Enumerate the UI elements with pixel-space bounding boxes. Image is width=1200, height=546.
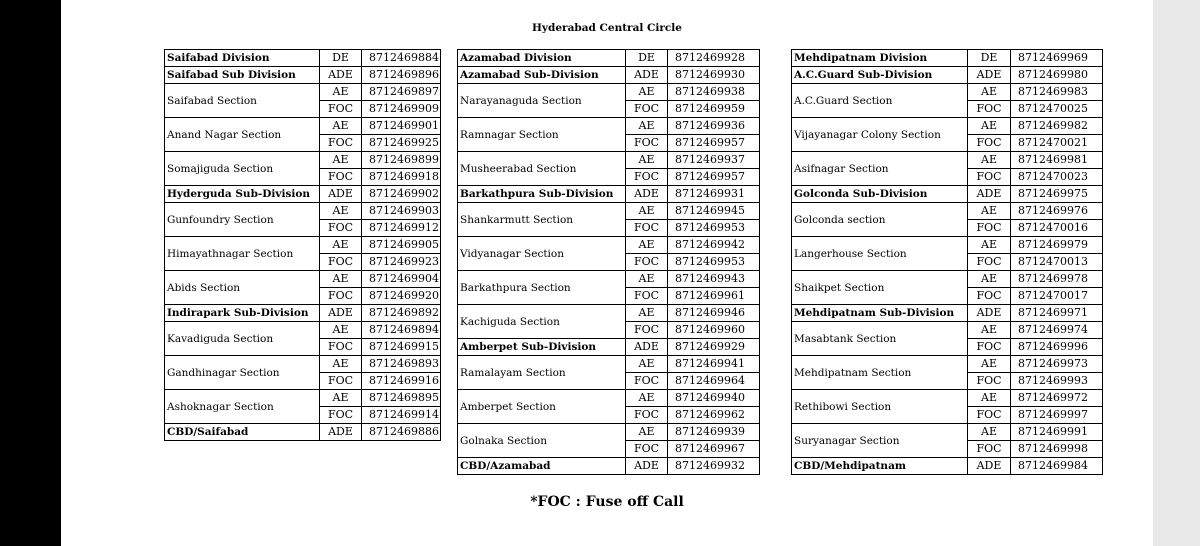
table-row bbox=[458, 390, 760, 407]
phone-number: 8712469931 bbox=[668, 186, 760, 203]
section-name: Narayanaguda Section bbox=[458, 84, 626, 118]
section-name: Asifnagar Section bbox=[792, 152, 968, 186]
table-row bbox=[458, 305, 760, 322]
table-row bbox=[165, 203, 441, 220]
table-row bbox=[165, 50, 441, 67]
designation: AE bbox=[320, 152, 362, 169]
designation: ADE bbox=[626, 186, 668, 203]
office-name: Saifabad Sub Division bbox=[165, 67, 320, 84]
table-row bbox=[792, 305, 1103, 322]
designation: ADE bbox=[320, 305, 362, 322]
phone-number: 8712469936 bbox=[668, 118, 760, 135]
table-row bbox=[165, 390, 441, 407]
designation: ADE bbox=[626, 67, 668, 84]
right-margin bbox=[1153, 0, 1200, 546]
section-name: Suryanagar Section bbox=[792, 424, 968, 458]
table-row bbox=[165, 67, 441, 84]
phone-number: 8712469916 bbox=[362, 373, 441, 390]
designation: AE bbox=[626, 84, 668, 101]
phone-number: 8712469918 bbox=[362, 169, 441, 186]
phone-number: 8712469981 bbox=[1011, 152, 1103, 169]
table-row bbox=[792, 67, 1103, 84]
designation: ADE bbox=[626, 339, 668, 356]
table-row bbox=[165, 186, 441, 203]
phone-number: 8712470013 bbox=[1011, 254, 1103, 271]
phone-number: 8712469939 bbox=[668, 424, 760, 441]
section-name: Gandhinagar Section bbox=[165, 356, 320, 390]
phone-number: 8712469997 bbox=[1011, 407, 1103, 424]
phone-number: 8712469957 bbox=[668, 135, 760, 152]
phone-number: 8712469937 bbox=[668, 152, 760, 169]
table-row bbox=[458, 203, 760, 220]
designation: FOC bbox=[968, 288, 1011, 305]
designation: FOC bbox=[968, 407, 1011, 424]
phone-number: 8712469897 bbox=[362, 84, 441, 101]
saifabad-division-table bbox=[164, 49, 441, 441]
designation: FOC bbox=[320, 220, 362, 237]
designation: FOC bbox=[626, 220, 668, 237]
phone-number: 8712469938 bbox=[668, 84, 760, 101]
designation: FOC bbox=[968, 441, 1011, 458]
designation: ADE bbox=[320, 424, 362, 441]
section-name: Langerhouse Section bbox=[792, 237, 968, 271]
table-row bbox=[165, 305, 441, 322]
section-name: Mehdipatnam Section bbox=[792, 356, 968, 390]
section-name: Vidyanagar Section bbox=[458, 237, 626, 271]
phone-number: 8712469945 bbox=[668, 203, 760, 220]
phone-number: 8712469993 bbox=[1011, 373, 1103, 390]
section-name: Shaikpet Section bbox=[792, 271, 968, 305]
phone-number: 8712469896 bbox=[362, 67, 441, 84]
designation: FOC bbox=[626, 322, 668, 339]
phone-number: 8712469902 bbox=[362, 186, 441, 203]
section-name: Anand Nagar Section bbox=[165, 118, 320, 152]
phone-number: 8712469893 bbox=[362, 356, 441, 373]
phone-number: 8712469940 bbox=[668, 390, 760, 407]
designation: ADE bbox=[968, 67, 1011, 84]
designation: FOC bbox=[320, 339, 362, 356]
table-row bbox=[458, 237, 760, 254]
table-row bbox=[792, 237, 1103, 254]
designation: FOC bbox=[626, 254, 668, 271]
phone-number: 8712470016 bbox=[1011, 220, 1103, 237]
table-row bbox=[458, 424, 760, 441]
table-row bbox=[458, 67, 760, 84]
phone-number: 8712469969 bbox=[1011, 50, 1103, 67]
section-name: Shankarmutt Section bbox=[458, 203, 626, 237]
section-name: Amberpet Section bbox=[458, 390, 626, 424]
office-name: CBD/Mehdipatnam bbox=[792, 458, 968, 475]
designation: ADE bbox=[968, 458, 1011, 475]
designation: DE bbox=[320, 50, 362, 67]
designation: AE bbox=[968, 356, 1011, 373]
designation: AE bbox=[320, 237, 362, 254]
section-name: Ramnagar Section bbox=[458, 118, 626, 152]
designation: FOC bbox=[626, 288, 668, 305]
designation: FOC bbox=[968, 373, 1011, 390]
phone-number: 8712469991 bbox=[1011, 424, 1103, 441]
designation: FOC bbox=[626, 101, 668, 118]
designation: AE bbox=[968, 424, 1011, 441]
phone-number: 8712469961 bbox=[668, 288, 760, 305]
designation: FOC bbox=[320, 169, 362, 186]
designation: AE bbox=[968, 84, 1011, 101]
table-row bbox=[165, 322, 441, 339]
designation: AE bbox=[320, 390, 362, 407]
designation: ADE bbox=[320, 186, 362, 203]
phone-number: 8712469894 bbox=[362, 322, 441, 339]
designation: AE bbox=[968, 271, 1011, 288]
table-row bbox=[165, 152, 441, 169]
phone-number: 8712469928 bbox=[668, 50, 760, 67]
phone-number: 8712469976 bbox=[1011, 203, 1103, 220]
table-row bbox=[792, 84, 1103, 101]
designation: AE bbox=[320, 84, 362, 101]
table-row bbox=[165, 424, 441, 441]
table-row bbox=[458, 356, 760, 373]
designation: AE bbox=[320, 118, 362, 135]
designation: AE bbox=[626, 271, 668, 288]
table-row bbox=[165, 237, 441, 254]
section-name: Musheerabad Section bbox=[458, 152, 626, 186]
section-name: Ramalayam Section bbox=[458, 356, 626, 390]
phone-number: 8712469892 bbox=[362, 305, 441, 322]
designation: AE bbox=[968, 237, 1011, 254]
designation: FOC bbox=[626, 135, 668, 152]
designation: AE bbox=[626, 305, 668, 322]
section-name: A.C.Guard Section bbox=[792, 84, 968, 118]
office-name: CBD/Saifabad bbox=[165, 424, 320, 441]
phone-number: 8712469920 bbox=[362, 288, 441, 305]
designation: FOC bbox=[968, 101, 1011, 118]
phone-number: 8712469957 bbox=[668, 169, 760, 186]
phone-number: 8712469923 bbox=[362, 254, 441, 271]
phone-number: 8712469959 bbox=[668, 101, 760, 118]
phone-number: 8712469915 bbox=[362, 339, 441, 356]
phone-number: 8712469979 bbox=[1011, 237, 1103, 254]
designation: AE bbox=[320, 203, 362, 220]
designation: FOC bbox=[626, 407, 668, 424]
phone-number: 8712469962 bbox=[668, 407, 760, 424]
phone-number: 8712469943 bbox=[668, 271, 760, 288]
table-row bbox=[792, 356, 1103, 373]
phone-number: 8712469929 bbox=[668, 339, 760, 356]
phone-number: 8712469972 bbox=[1011, 390, 1103, 407]
designation: ADE bbox=[968, 186, 1011, 203]
office-name: Saifabad Division bbox=[165, 50, 320, 67]
azamabad-division-table bbox=[457, 49, 760, 475]
office-name: Azamabad Division bbox=[458, 50, 626, 67]
phone-number: 8712469980 bbox=[1011, 67, 1103, 84]
phone-number: 8712469964 bbox=[668, 373, 760, 390]
phone-number: 8712469930 bbox=[668, 67, 760, 84]
table-row bbox=[165, 118, 441, 135]
designation: FOC bbox=[626, 169, 668, 186]
table-row bbox=[458, 271, 760, 288]
document-page bbox=[61, 0, 1153, 546]
designation: FOC bbox=[320, 373, 362, 390]
phone-number: 8712469953 bbox=[668, 220, 760, 237]
designation: AE bbox=[968, 390, 1011, 407]
designation: AE bbox=[626, 203, 668, 220]
phone-number: 8712469884 bbox=[362, 50, 441, 67]
designation: ADE bbox=[320, 67, 362, 84]
phone-number: 8712469984 bbox=[1011, 458, 1103, 475]
table-row bbox=[792, 50, 1103, 67]
designation: AE bbox=[626, 424, 668, 441]
table-row bbox=[792, 186, 1103, 203]
section-name: Golconda section bbox=[792, 203, 968, 237]
table-row bbox=[458, 458, 760, 475]
phone-number: 8712469973 bbox=[1011, 356, 1103, 373]
section-name: Saifabad Section bbox=[165, 84, 320, 118]
designation: FOC bbox=[968, 169, 1011, 186]
phone-number: 8712469914 bbox=[362, 407, 441, 424]
office-name: Barkathpura Sub-Division bbox=[458, 186, 626, 203]
phone-number: 8712469886 bbox=[362, 424, 441, 441]
foc-footnote: *FOC : Fuse off Call bbox=[530, 494, 684, 510]
phone-number: 8712469905 bbox=[362, 237, 441, 254]
phone-number: 8712470025 bbox=[1011, 101, 1103, 118]
phone-number: 8712469971 bbox=[1011, 305, 1103, 322]
designation: ADE bbox=[626, 458, 668, 475]
office-name: Golconda Sub-Division bbox=[792, 186, 968, 203]
table-row bbox=[792, 390, 1103, 407]
office-name: CBD/Azamabad bbox=[458, 458, 626, 475]
designation: AE bbox=[320, 271, 362, 288]
section-name: Kachiguda Section bbox=[458, 305, 626, 339]
table-row bbox=[458, 186, 760, 203]
designation: AE bbox=[320, 356, 362, 373]
phone-number: 8712469998 bbox=[1011, 441, 1103, 458]
phone-number: 8712469912 bbox=[362, 220, 441, 237]
phone-number: 8712469974 bbox=[1011, 322, 1103, 339]
table-row bbox=[458, 84, 760, 101]
phone-number: 8712469996 bbox=[1011, 339, 1103, 356]
table-row bbox=[165, 84, 441, 101]
table-row bbox=[792, 424, 1103, 441]
section-name: Rethibowi Section bbox=[792, 390, 968, 424]
designation: FOC bbox=[320, 254, 362, 271]
designation: AE bbox=[968, 118, 1011, 135]
designation: FOC bbox=[320, 288, 362, 305]
mehdipatnam-division-table bbox=[791, 49, 1103, 475]
phone-number: 8712469967 bbox=[668, 441, 760, 458]
designation: ADE bbox=[968, 305, 1011, 322]
section-name: Himayathnagar Section bbox=[165, 237, 320, 271]
office-name: Indirapark Sub-Division bbox=[165, 305, 320, 322]
office-name: Hyderguda Sub-Division bbox=[165, 186, 320, 203]
designation: AE bbox=[968, 322, 1011, 339]
table-row bbox=[458, 152, 760, 169]
phone-number: 8712469983 bbox=[1011, 84, 1103, 101]
designation: FOC bbox=[626, 441, 668, 458]
section-name: Abids Section bbox=[165, 271, 320, 305]
table-row bbox=[792, 458, 1103, 475]
designation: AE bbox=[626, 390, 668, 407]
designation: AE bbox=[968, 203, 1011, 220]
designation: FOC bbox=[968, 135, 1011, 152]
phone-number: 8712469932 bbox=[668, 458, 760, 475]
office-name: Amberpet Sub-Division bbox=[458, 339, 626, 356]
phone-number: 8712469960 bbox=[668, 322, 760, 339]
designation: FOC bbox=[626, 373, 668, 390]
section-name: Ashoknagar Section bbox=[165, 390, 320, 424]
phone-number: 8712469978 bbox=[1011, 271, 1103, 288]
section-name: Masabtank Section bbox=[792, 322, 968, 356]
section-name: Gunfoundry Section bbox=[165, 203, 320, 237]
table-row bbox=[792, 152, 1103, 169]
phone-number: 8712470023 bbox=[1011, 169, 1103, 186]
designation: FOC bbox=[968, 254, 1011, 271]
phone-number: 8712469895 bbox=[362, 390, 441, 407]
designation: DE bbox=[626, 50, 668, 67]
table-row bbox=[792, 322, 1103, 339]
designation: AE bbox=[626, 152, 668, 169]
table-row bbox=[458, 118, 760, 135]
table-row bbox=[458, 339, 760, 356]
designation: AE bbox=[626, 237, 668, 254]
table-row bbox=[792, 271, 1103, 288]
phone-number: 8712469975 bbox=[1011, 186, 1103, 203]
office-name: Mehdipatnam Sub-Division bbox=[792, 305, 968, 322]
phone-number: 8712469982 bbox=[1011, 118, 1103, 135]
table-row bbox=[458, 50, 760, 67]
section-name: Barkathpura Section bbox=[458, 271, 626, 305]
office-name: Mehdipatnam Division bbox=[792, 50, 968, 67]
table-row bbox=[165, 271, 441, 288]
section-name: Golnaka Section bbox=[458, 424, 626, 458]
section-name: Kavadiguda Section bbox=[165, 322, 320, 356]
phone-number: 8712469925 bbox=[362, 135, 441, 152]
designation: FOC bbox=[320, 407, 362, 424]
designation: FOC bbox=[968, 220, 1011, 237]
phone-number: 8712469942 bbox=[668, 237, 760, 254]
office-name: A.C.Guard Sub-Division bbox=[792, 67, 968, 84]
phone-number: 8712470017 bbox=[1011, 288, 1103, 305]
designation: DE bbox=[968, 50, 1011, 67]
table-row bbox=[792, 203, 1103, 220]
designation: FOC bbox=[320, 135, 362, 152]
designation: AE bbox=[626, 118, 668, 135]
designation: AE bbox=[626, 356, 668, 373]
designation: FOC bbox=[320, 101, 362, 118]
section-name: Somajiguda Section bbox=[165, 152, 320, 186]
phone-number: 8712469953 bbox=[668, 254, 760, 271]
phone-number: 8712469946 bbox=[668, 305, 760, 322]
phone-number: 8712469903 bbox=[362, 203, 441, 220]
designation: AE bbox=[968, 152, 1011, 169]
office-name: Azamabad Sub-Division bbox=[458, 67, 626, 84]
phone-number: 8712469904 bbox=[362, 271, 441, 288]
phone-number: 8712470021 bbox=[1011, 135, 1103, 152]
phone-number: 8712469941 bbox=[668, 356, 760, 373]
designation: FOC bbox=[968, 339, 1011, 356]
table-row bbox=[792, 118, 1103, 135]
phone-number: 8712469901 bbox=[362, 118, 441, 135]
phone-number: 8712469899 bbox=[362, 152, 441, 169]
phone-number: 8712469909 bbox=[362, 101, 441, 118]
page-title: Hyderabad Central Circle bbox=[532, 22, 682, 34]
designation: AE bbox=[320, 322, 362, 339]
section-name: Vijayanagar Colony Section bbox=[792, 118, 968, 152]
table-row bbox=[165, 356, 441, 373]
